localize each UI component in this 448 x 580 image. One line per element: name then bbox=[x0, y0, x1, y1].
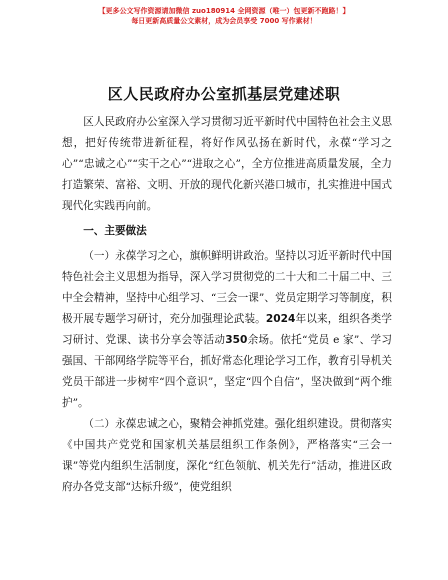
paragraph-study-part-1: （一）永葆学习之心，旗帜鲜明讲政治。坚持以习近平新时代中国特色社会主义思想为指导，深入学习贯彻党的二十大和二十届二中、三中全会精神，坚持中心组学习、“三会一课”、党员定期学习等制度，积极开展专题学习研讨，充分加强理论武装。 bbox=[62, 250, 392, 325]
promo-banner bbox=[0, 6, 448, 26]
paragraph-loyalty: （二）永葆忠诚之心，聚精会神抓党建。强化组织建设。贯彻落实《中国共产党党和国家机关基层组织工作条例》，严格落实“三会一课”等党内组织生活制度，深化“红色领航、机关先行”活动，推进区政府办各党支部“达标升级”，使党组织 bbox=[62, 418, 392, 493]
paragraph-study bbox=[62, 246, 392, 414]
intro-paragraph: 区人民政府办公室深入学习贯彻习近平新时代中国特色社会主义思想，把好传统带进新征程，将好作风弘扬在新时代，永葆“学习之心”“忠诚之心”“实干之心”“进取之心”，全方位推进高质量发展，全力打造繁荣、富裕、文明、开放的现代化新兴港口城市，扎实推进中国式现代化实践再向前。 bbox=[62, 116, 392, 212]
paragraph-study-part-3: 余场。依托“党员 e 家”、学习强国、干部网络学院等平台，抓好常态化理论学习工作，教育引导机关党员干部进一步树牢“四个意识”，坚定“四个自信”，坚决做到“两个维护”。 bbox=[62, 334, 392, 409]
document-body bbox=[62, 112, 392, 498]
paragraph-study-year: 2024 bbox=[265, 313, 296, 325]
paragraph-study-part-2: 年以来，组织各类学习研讨、党课、读书分享会等活动 bbox=[62, 313, 393, 346]
paragraph-study-count: 350 bbox=[225, 334, 248, 346]
promo-banner-line-2: 每日更新高质量公文素材，成为会员享受 7000 写作素材！ bbox=[131, 17, 317, 25]
section-heading-main-practices: 一、主要做法 bbox=[83, 225, 147, 237]
promo-banner-line-1: 【更多公文写作资源请加微信 zuo180914 全网资源（唯一）包更新不跑路！】 bbox=[98, 7, 350, 15]
document-title: 区人民政府办公室抓基层党建述职 bbox=[107, 85, 341, 103]
